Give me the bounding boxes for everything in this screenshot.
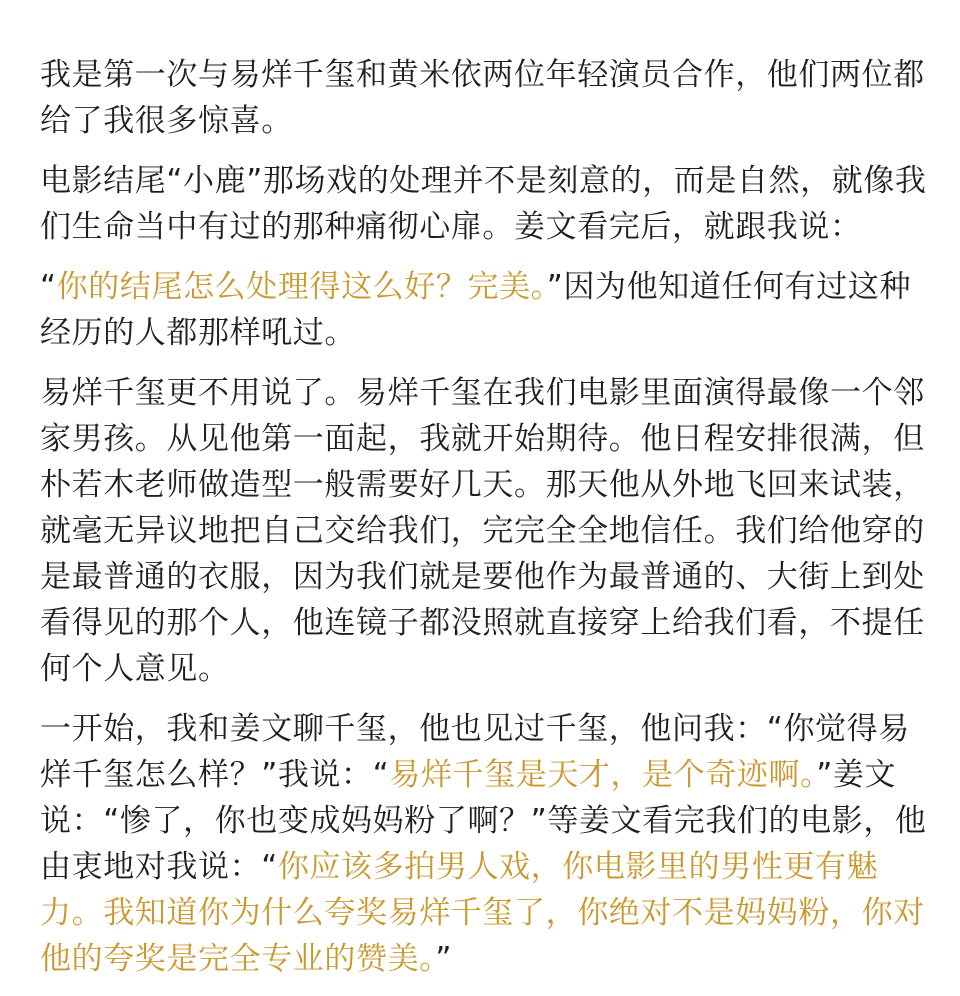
text-line [40, 158, 927, 204]
highlighted-quote: 你应该多拍男人戏，你电影里的男性更有魅 [277, 849, 879, 885]
text-segment: ” [435, 941, 452, 977]
text-segment: 看得见的那个人，他连镜子都没照就直接穿上给我们看，不提任 [40, 605, 925, 641]
text-segment: 烊千玺怎么样？”我说：“ [40, 757, 390, 793]
text-line [40, 752, 920, 798]
text-segment: 就毫无异议地把自己交给我们，完完全全地信任。我们给他穿的 [40, 513, 925, 549]
text-line [40, 264, 920, 310]
paragraph-3 [40, 264, 920, 356]
paragraph-4 [40, 370, 925, 692]
text-line [40, 600, 925, 646]
text-segment: 是最普通的衣服，因为我们就是要他作为最普通的、大街上到处 [40, 559, 925, 595]
text-line [40, 462, 925, 508]
text-line [40, 416, 925, 462]
text-segment: 何个人意见。 [40, 651, 230, 687]
text-segment: ”姜文 [816, 757, 897, 793]
text-line [40, 844, 920, 890]
text-segment: 一开始，我和姜文聊千玺，他也见过千玺，他问我：“你觉得易 [40, 711, 910, 747]
highlighted-quote: 易烊千玺是天才，是个奇迹啊。 [389, 757, 817, 793]
paragraph-1 [40, 52, 925, 144]
text-segment: 电影结尾“小鹿”那场戏的处理并不是刻意的，而是自然，就像我 [40, 163, 927, 199]
text-segment: ”因为他知道任何有过这种 [546, 269, 912, 305]
text-segment: 由衷地对我说：“ [40, 849, 278, 885]
text-line [40, 508, 925, 554]
text-segment: 我是第一次与易烊千玺和黄米依两位年轻演员合作，他们两位都 [40, 57, 925, 93]
text-line [40, 370, 925, 416]
text-line [40, 646, 920, 692]
text-segment: 们生命当中有过的那种痛彻心扉。姜文看完后，就跟我说： [40, 209, 862, 245]
text-segment: 经历的人都那样吼过。 [40, 315, 356, 351]
text-line [40, 890, 925, 936]
text-segment: 朴若木老师做造型一般需要好几天。那天他从外地飞回来试装， [40, 467, 925, 503]
highlighted-quote: 你的结尾怎么处理得这么好？完美。 [56, 269, 547, 305]
text-line [40, 706, 920, 752]
text-segment: “ [40, 269, 57, 305]
paragraph-2 [40, 158, 927, 250]
text-line [40, 52, 925, 98]
paragraph-5 [40, 706, 927, 982]
text-line [40, 798, 927, 844]
highlighted-quote: 力。我知道你为什么夸奖易烊千玺了，你绝对不是妈妈粉，你对 [40, 895, 925, 931]
text-segment: 给了我很多惊喜。 [40, 103, 293, 139]
text-line [40, 98, 920, 144]
text-segment: 说：“惨了，你也变成妈妈粉了啊？”等姜文看完我们的电影，他 [40, 803, 927, 839]
text-segment: 家男孩。从见他第一面起，我就开始期待。他日程安排很满，但 [40, 421, 925, 457]
text-segment: 易烊千玺更不用说了。易烊千玺在我们电影里面演得最像一个邻 [40, 375, 925, 411]
text-line [40, 310, 920, 356]
text-line [40, 204, 920, 250]
highlighted-quote: 他的夸奖是完全专业的赞美。 [40, 941, 436, 977]
text-line [40, 936, 920, 982]
text-line [40, 554, 925, 600]
article-body [40, 52, 927, 996]
